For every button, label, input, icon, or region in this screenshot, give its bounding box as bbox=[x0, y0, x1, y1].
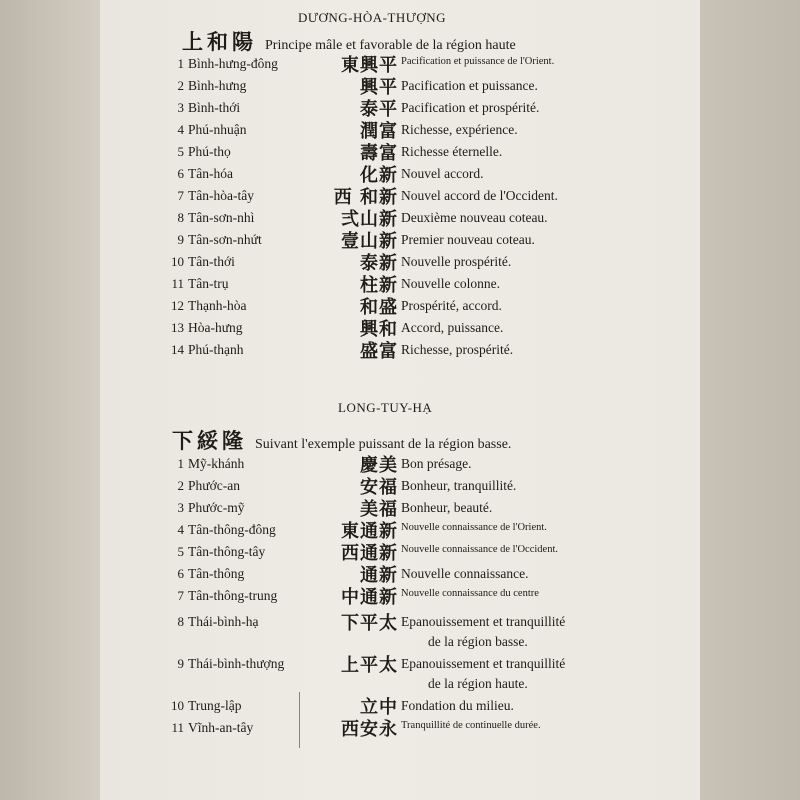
item-name: Vĩnh-an-tây bbox=[188, 720, 254, 735]
item-number: 4 bbox=[177, 122, 184, 137]
item-meaning: Accord, puissance. bbox=[401, 320, 504, 335]
item-cjk: 化新 bbox=[360, 165, 398, 186]
list-item bbox=[100, 188, 700, 210]
item-number: 3 bbox=[177, 100, 184, 115]
list-item bbox=[100, 276, 700, 298]
item-meaning: Pacification et puissance. bbox=[401, 78, 538, 93]
item-cjk: 西安永 bbox=[341, 719, 398, 740]
item-number: 2 bbox=[177, 78, 184, 93]
list-item bbox=[100, 500, 700, 522]
item-name: Phú-thạnh bbox=[188, 342, 244, 357]
item-name: Tân-thông-đông bbox=[188, 522, 276, 537]
item-cjk: 安福 bbox=[360, 477, 398, 498]
item-meaning-continued: de la région basse. bbox=[428, 634, 528, 649]
header-text: Suivant l'exemple puissant de la région basse. bbox=[255, 437, 512, 452]
header-cjk: 下綏隆 bbox=[172, 429, 247, 453]
item-meaning: Richesse, expérience. bbox=[401, 122, 518, 137]
list-item bbox=[100, 232, 700, 254]
item-meaning: Nouvelle prospérité. bbox=[401, 254, 512, 269]
item-cjk: 美福 bbox=[360, 499, 398, 520]
item-cjk: 東通新 bbox=[341, 521, 398, 542]
item-number: 9 bbox=[177, 232, 184, 247]
section-title: LONG-TUY-HẠ bbox=[338, 400, 433, 415]
item-number: 1 bbox=[177, 456, 184, 471]
vertical-rule bbox=[299, 692, 300, 748]
item-number: 7 bbox=[177, 188, 184, 203]
item-number: 10 bbox=[171, 698, 184, 713]
item-number: 8 bbox=[177, 210, 184, 225]
item-name: Tân-hòa-tây bbox=[188, 188, 254, 203]
item-cjk: 壽富 bbox=[360, 143, 398, 164]
header-text: Principe mâle et favorable de la région haute bbox=[265, 38, 516, 53]
item-meaning: Fondation du milieu. bbox=[401, 698, 514, 713]
item-cjk: 下平太 bbox=[341, 613, 398, 634]
item-number: 2 bbox=[177, 478, 184, 493]
list-item bbox=[100, 588, 700, 610]
item-meaning: Nouvelle connaissance de l'Orient. bbox=[401, 522, 547, 533]
item-name: Mỹ-khánh bbox=[188, 456, 245, 471]
section-header bbox=[172, 425, 511, 455]
item-cjk: 泰平 bbox=[360, 99, 398, 120]
item-number: 8 bbox=[177, 614, 184, 629]
item-meaning: Deuxième nouveau coteau. bbox=[401, 210, 548, 225]
item-cjk: 柱新 bbox=[360, 275, 398, 296]
item-meaning: Bonheur, beauté. bbox=[401, 500, 493, 515]
item-name: Hòa-hưng bbox=[188, 320, 243, 335]
item-name: Tân-sơn-nhứt bbox=[188, 232, 262, 247]
item-cjk: 通新 bbox=[360, 565, 398, 586]
item-meaning: Epanouissement et tranquillité bbox=[401, 656, 566, 671]
item-cjk: 和盛 bbox=[360, 297, 398, 318]
item-cjk: 興平 bbox=[360, 77, 398, 98]
item-meaning: Pacification et puissance de l'Orient. bbox=[401, 56, 555, 67]
item-name: Tân-thới bbox=[188, 254, 235, 269]
list-item bbox=[100, 210, 700, 232]
item-number: 12 bbox=[171, 298, 184, 313]
item-meaning: Prospérité, accord. bbox=[401, 298, 502, 313]
item-name: Phước-mỹ bbox=[188, 500, 245, 515]
list-item bbox=[100, 144, 700, 166]
item-meaning: Bon présage. bbox=[401, 456, 472, 471]
item-name: Phước-an bbox=[188, 478, 240, 493]
item-meaning-continued: de la région haute. bbox=[428, 676, 528, 691]
item-cjk: 慶美 bbox=[360, 455, 398, 476]
item-name: Bình-hưng bbox=[188, 78, 247, 93]
item-name: Tân-thông-trung bbox=[188, 588, 278, 603]
item-name: Tân-thông-tây bbox=[188, 544, 266, 559]
item-name: Thái-bình-hạ bbox=[188, 614, 259, 629]
item-number: 6 bbox=[177, 166, 184, 181]
item-name: Phú-thọ bbox=[188, 144, 231, 159]
section-header bbox=[182, 26, 516, 56]
list-item bbox=[100, 613, 700, 649]
item-number: 5 bbox=[177, 144, 184, 159]
list-item bbox=[100, 78, 700, 100]
item-cjk: 潤富 bbox=[360, 121, 398, 142]
item-cjk: 壹山新 bbox=[341, 231, 398, 252]
item-number: 7 bbox=[177, 588, 184, 603]
item-number: 14 bbox=[171, 342, 184, 357]
item-cjk: 泰新 bbox=[360, 253, 398, 274]
list-item bbox=[100, 342, 700, 364]
item-cjk: 西通新 bbox=[341, 543, 398, 564]
list-item bbox=[100, 478, 700, 500]
item-meaning: Richesse éternelle. bbox=[401, 144, 503, 159]
item-number: 9 bbox=[177, 656, 184, 671]
book-page bbox=[100, 0, 700, 800]
list-item bbox=[100, 544, 700, 566]
list-item bbox=[100, 698, 700, 720]
list-item bbox=[100, 100, 700, 122]
item-name: Tân-trụ bbox=[188, 276, 229, 291]
item-number: 5 bbox=[177, 544, 184, 559]
item-cjk: 西 和新 bbox=[333, 187, 398, 208]
item-cjk: 盛富 bbox=[360, 341, 398, 362]
item-name: Bình-hưng-đông bbox=[188, 56, 278, 71]
page-shadow-right bbox=[700, 0, 800, 800]
item-name: Tân-thông bbox=[188, 566, 245, 581]
item-number: 6 bbox=[177, 566, 184, 581]
item-name: Trung-lập bbox=[188, 698, 242, 713]
item-name: Bình-thới bbox=[188, 100, 241, 115]
section-title: DƯƠNG-HÒA-THƯỢNG bbox=[298, 10, 447, 25]
item-meaning: Nouvelle colonne. bbox=[401, 276, 500, 291]
list-item bbox=[100, 254, 700, 276]
item-cjk: 東興平 bbox=[341, 55, 398, 76]
item-number: 11 bbox=[171, 276, 184, 291]
list-item bbox=[100, 320, 700, 342]
list-item bbox=[100, 456, 700, 478]
list-item bbox=[100, 522, 700, 544]
page-shadow-left bbox=[0, 0, 100, 800]
item-meaning: Bonheur, tranquillité. bbox=[401, 478, 517, 493]
item-cjk: 上平太 bbox=[341, 655, 398, 676]
list-item bbox=[100, 122, 700, 144]
item-cjk: 中通新 bbox=[341, 587, 398, 608]
list-item bbox=[100, 655, 700, 691]
item-cjk: 弍山新 bbox=[341, 209, 398, 230]
item-number: 10 bbox=[171, 254, 184, 269]
item-number: 11 bbox=[171, 720, 184, 735]
item-meaning: Epanouissement et tranquillité bbox=[401, 614, 566, 629]
item-cjk: 立中 bbox=[360, 697, 398, 718]
list-item bbox=[100, 166, 700, 188]
item-meaning: Nouvel accord. bbox=[401, 166, 484, 181]
item-meaning: Pacification et prospérité. bbox=[401, 100, 540, 115]
item-meaning: Nouvel accord de l'Occident. bbox=[401, 188, 558, 203]
item-number: 1 bbox=[177, 56, 184, 71]
item-name: Thạnh-hòa bbox=[188, 298, 247, 313]
item-number: 4 bbox=[177, 522, 184, 537]
item-number: 13 bbox=[171, 320, 184, 335]
item-name: Phú-nhuận bbox=[188, 122, 247, 137]
item-meaning: Tranquillité de continuelle durée. bbox=[401, 720, 541, 731]
item-cjk: 興和 bbox=[360, 319, 398, 340]
list-item bbox=[100, 566, 700, 588]
item-name: Tân-hóa bbox=[188, 166, 233, 181]
list-item bbox=[100, 56, 700, 78]
list-item bbox=[100, 720, 700, 742]
header-cjk: 上和陽 bbox=[182, 30, 257, 54]
item-number: 3 bbox=[177, 500, 184, 515]
item-meaning: Premier nouveau coteau. bbox=[401, 232, 535, 247]
item-name: Thái-bình-thượng bbox=[188, 656, 285, 671]
item-meaning: Nouvelle connaissance. bbox=[401, 566, 529, 581]
item-meaning: Nouvelle connaissance de l'Occident. bbox=[401, 544, 558, 555]
list-item bbox=[100, 298, 700, 320]
item-meaning: Richesse, prospérité. bbox=[401, 342, 514, 357]
item-meaning: Nouvelle connaissance du centre bbox=[401, 588, 539, 599]
item-name: Tân-sơn-nhì bbox=[188, 210, 255, 225]
